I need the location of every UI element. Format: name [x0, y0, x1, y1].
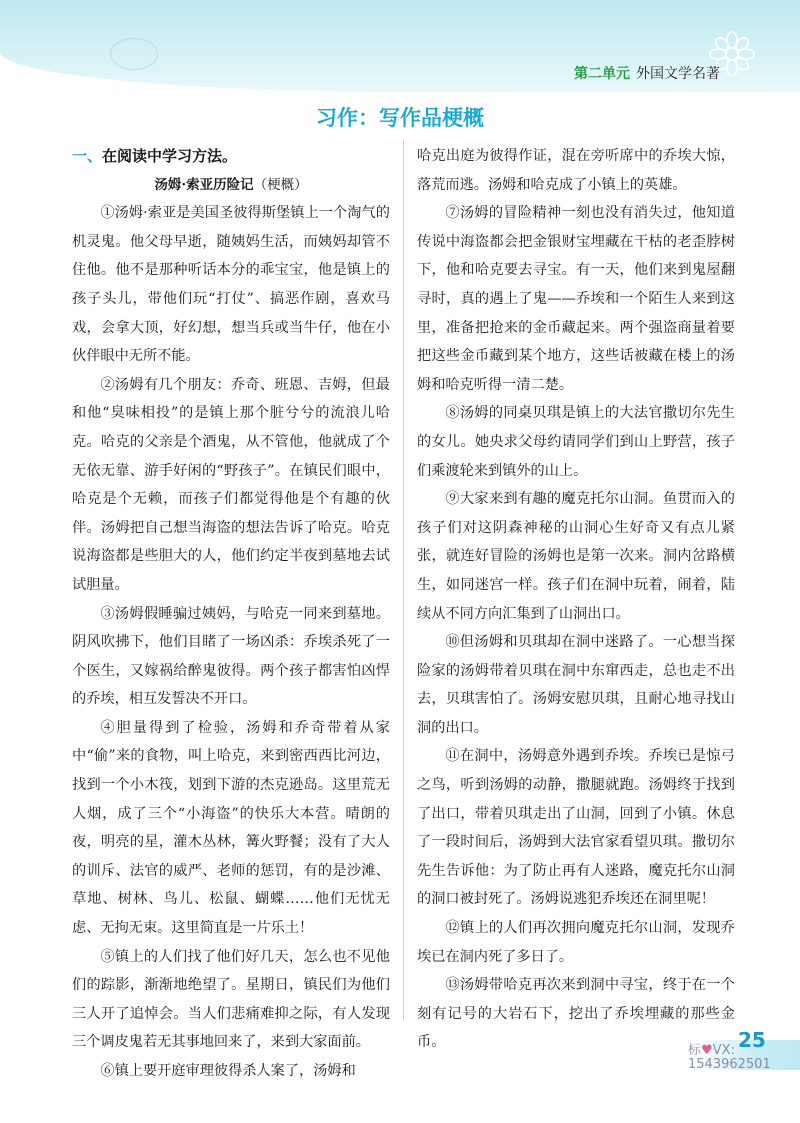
- watermark-text-b: VX:: [712, 1043, 735, 1058]
- section-heading-text: 在阅读中学习方法。: [102, 147, 238, 165]
- paragraph-1: ①汤姆·索亚是美国圣彼得斯堡镇上一个淘气的机灵鬼。他父母早逝，随姨妈生活，而姨妈却管不住他。他不是那种听话本分的乖宝宝，他是镇上的孩子头儿，带他们玩“打仗”、搞恶作剧，喜欢马戏，会拿大顶，好幻想，想当兵或当牛仔，他在小伙伴眼中无所不能。: [72, 205, 390, 365]
- watermark: [688, 1044, 771, 1072]
- paragraph-2: ②汤姆有几个朋友：乔奇、班恩、吉姆，但最和他“臭味相投”的是镇上那个脏兮兮的流浪儿哈克。哈克的父亲是个酒鬼，从不管他，他就成了个无依无靠、游手好闲的“野孩子”。在镇民们眼中，哈克是个无赖，而孩子们都觉得他是个有趣的伙伴。汤姆把自己想当海盗的想法告诉了哈克。哈克说海盗都是些胆大的人，他们约定半夜到墓地去试试胆量。: [72, 376, 390, 593]
- right-column: [417, 142, 735, 1057]
- paragraph-8: ⑧汤姆的同桌贝琪是镇上的大法官撒切尔先生的女儿。她央求父母约请同学们到山上野营，孩子们乘渡轮来到镇外的山上。: [417, 405, 735, 479]
- paragraph-7: ⑦汤姆的冒险精神一刻也没有消失过，他知道传说中海盗都会把金银财宝埋藏在干枯的老歪脖树下，他和哈克要去寻宝。有一天，他们来到鬼屋翻寻时，真的遇上了鬼——乔埃和一个陌生人来到这里，准备把抢来的金币藏起来。两个强盗商量着要把这些金币藏到某个地方，这些话被藏在楼上的汤姆和哈克听得一清二楚。: [417, 205, 735, 393]
- paragraph-12: ⑫镇上的人们再次拥向魔克托尔山洞，发现乔埃已在洞内死了多日了。: [417, 920, 735, 965]
- paragraph-6-continued: 哈克出庭为彼得作证，混在旁听席中的乔埃大惊，落荒而逃。汤姆和哈克成了小镇上的英雄。: [417, 148, 735, 193]
- paragraph-3: ③汤姆假睡骗过姨妈，与哈克一同来到墓地。阴风吹拂下，他们目睹了一场凶杀：乔埃杀死了一个医生，又嫁祸给醉鬼彼得。两个孩子都害怕凶悍的乔埃，相互发誓决不开口。: [72, 605, 390, 708]
- header-decoration: [110, 38, 158, 70]
- paragraph-4: ④胆量得到了检验，汤姆和乔奇带着从家中“偷”来的食物，叫上哈克，来到密西西比河边，找到一个小木筏，划到下游的杰克逊岛。这里荒无人烟，成了三个“小海盗”的快乐大本营。晴朗的夜，明亮的星，灌木丛林，篝火野餐；没有了大人的训斥、法官的威严、老师的惩罚，有的是沙滩、草地、树林、鸟儿、松鼠、蝴蝶……他们无忧无虑、无拘无束。这里简直是一片乐土！: [72, 719, 390, 937]
- unit-label: 第二单元: [574, 66, 630, 82]
- watermark-text-a: 标: [688, 1043, 702, 1058]
- page-title: 习作：写作品梗概: [316, 106, 484, 130]
- paragraph-10: ⑩但汤姆和贝琪却在洞中迷路了。一心想当探险家的汤姆带着贝琪在洞中东窜西走，总也走不出去，贝琪害怕了。汤姆安慰贝琪，且耐心地寻找山洞的出口。: [417, 634, 735, 736]
- paragraph-9: ⑨大家来到有趣的魔克托尔山洞。鱼贯而入的孩子们对这阴森神秘的山洞心生好奇又有点儿紧张，就连好冒险的汤姆也是第一次来。洞内岔路横生，如同迷宫一样。孩子们在洞中玩着，闹着，陆续从不同方向汇集到了山洞出口。: [417, 491, 735, 622]
- paragraph-6-start: ⑥镇上要开庭审理彼得杀人案了，汤姆和: [100, 1063, 356, 1079]
- left-column: [72, 142, 390, 1086]
- story-subtitle: （梗概）: [253, 176, 308, 193]
- watermark-number: 1543962501: [688, 1057, 771, 1072]
- section-number: 一、: [72, 147, 103, 165]
- paragraph-5: ⑤镇上的人们找了他们好几天，怎么也不见他们的踪影，渐渐地绝望了。星期日，镇民们为他们三人开了追悼会。当人们悲痛难抑之际，有人发现三个调皮鬼若无其事地回来了，来到大家面前。: [72, 948, 390, 1051]
- unit-title: 外国文学名著: [636, 66, 720, 82]
- paragraph-13: ⑬汤姆带哈克再次来到洞中寻宝，终于在一个刻有记号的大岩石下，挖出了乔埃埋藏的那些金币。: [417, 977, 735, 1051]
- story-title-text: 汤姆·索亚历险记: [154, 176, 254, 193]
- story-title: [72, 171, 390, 200]
- section-heading: [72, 142, 390, 171]
- unit-header: [574, 58, 800, 88]
- page-number: 25: [738, 1028, 766, 1052]
- heart-icon: ♥: [701, 1043, 713, 1058]
- column-divider: [403, 140, 404, 1020]
- paragraph-11: ⑪在洞中，汤姆意外遇到乔埃。乔埃已是惊弓之鸟，听到汤姆的动静，撒腿就跑。汤姆终于找到了出口，带着贝琪走出了山洞，回到了小镇。休息了一段时间后，汤姆到大法官家看望贝琪。撒切尔先生告诉他：为了防止再有人迷路，魔克托尔山洞的洞口被封死了。汤姆说逃犯乔埃还在洞里呢！: [417, 748, 735, 908]
